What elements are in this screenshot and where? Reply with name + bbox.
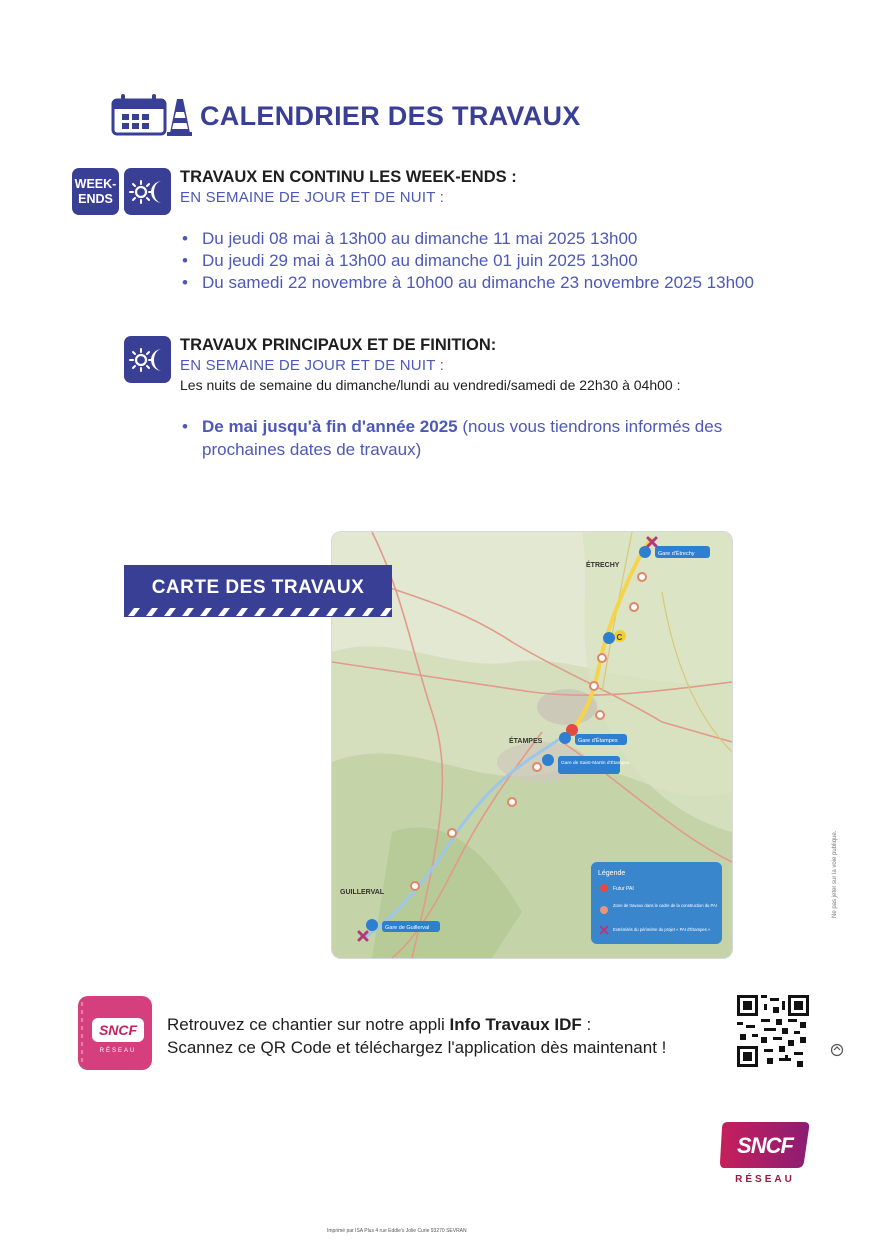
app-promo-line1 bbox=[167, 1013, 666, 1036]
legend-item-pai: Futur PAI bbox=[613, 886, 634, 892]
sncf-app-icon[interactable] bbox=[78, 996, 152, 1070]
map-banner: CARTE DES TRAVAUX bbox=[124, 565, 392, 613]
station-label-etrechy: Gare d'Étrechy bbox=[658, 551, 695, 557]
section2-subtitle: EN SEMAINE DE JOUR ET DE NUIT : bbox=[180, 357, 445, 374]
app-promo-end: : bbox=[581, 1015, 592, 1034]
place-guillerval: GUILLERVAL bbox=[340, 889, 385, 896]
weekends-badge-line2: ENDS bbox=[78, 192, 113, 206]
legend-item-extremities: Extrémités du périmètre du projet « PAI d'Étampes » bbox=[613, 927, 711, 932]
printer-footer: Imprimé par ISA Plus 4 rue Eddie's Jolie Curie 93270 SEVRAN bbox=[327, 1228, 467, 1234]
day-night-icon bbox=[124, 336, 171, 383]
side-note: Ne pas jeter sur la voie publique. bbox=[832, 830, 838, 918]
section1-date-list bbox=[180, 228, 754, 294]
place-etrechy: ÉTRECHY bbox=[586, 562, 620, 569]
date-item: • Du jeudi 08 mai à 13h00 au dimanche 11 mai 2025 13h00 bbox=[180, 228, 754, 250]
section2-list bbox=[180, 415, 780, 461]
app-promo-line2: Scannez ce QR Code et téléchargez l'application dès maintenant ! bbox=[167, 1038, 667, 1057]
date-item: • Du samedi 22 novembre à 10h00 au dimanche 23 novembre 2025 13h00 bbox=[180, 272, 754, 294]
weekends-badge bbox=[72, 168, 119, 215]
station-label-saint-martin: Gare de Saint-Martin d'Étampes bbox=[561, 761, 630, 766]
section1-subtitle: EN SEMAINE DE JOUR ET DE NUIT : bbox=[180, 189, 445, 206]
app-name: Info Travaux IDF bbox=[449, 1015, 582, 1034]
date-item: • Du jeudi 29 mai à 13h00 au dimanche 01 juin 2025 13h00 bbox=[180, 250, 754, 272]
sncf-logo-text: SNCF bbox=[737, 1133, 793, 1158]
app-promo-start: Retrouvez ce chantier sur notre appli bbox=[167, 1015, 450, 1034]
app-promo-text bbox=[167, 1013, 666, 1059]
app-icon-sub-text: RÉSEAU bbox=[99, 1048, 137, 1054]
sncf-reseau-logo bbox=[720, 1122, 810, 1192]
section2-text: Les nuits de semaine du dimanche/lundi au vendredi/samedi de 22h30 à 04h00 : bbox=[180, 377, 681, 393]
station-label-etampes: Gare d'Étampes bbox=[578, 738, 618, 744]
recycle-icon bbox=[830, 1043, 844, 1057]
period-item bbox=[180, 415, 780, 461]
qr-code[interactable] bbox=[737, 995, 809, 1067]
page-title: CALENDRIER DES TRAVAUX bbox=[200, 101, 581, 131]
app-icon-logo-text: SNCF bbox=[98, 1022, 138, 1038]
station-label-guillerval: Gare de Guillerval bbox=[385, 925, 430, 931]
map-graphic bbox=[332, 532, 732, 958]
reseau-text: RÉSEAU bbox=[735, 1174, 795, 1185]
period-bold: De mai jusqu'à fin d'année 2025 bbox=[202, 417, 458, 436]
period-rest: (nous vous tiendrons informés des prochaines dates de travaux) bbox=[202, 417, 723, 459]
marker-c-label: C bbox=[616, 633, 623, 642]
day-night-icon bbox=[124, 168, 171, 215]
calendar-cone-icon bbox=[110, 91, 192, 137]
map-banner-stripes bbox=[124, 604, 392, 615]
legend-item-zone: Zone de travaux dans le cadre de la construction du PAI bbox=[613, 903, 717, 908]
place-etampes: ÉTAMPES bbox=[509, 738, 543, 745]
map-legend bbox=[591, 862, 722, 944]
section1-title: TRAVAUX EN CONTINU LES WEEK-ENDS : bbox=[180, 168, 517, 186]
legend-title: Légende bbox=[598, 870, 626, 877]
weekends-badge-line1: WEEK- bbox=[74, 177, 117, 191]
section2-title: TRAVAUX PRINCIPAUX ET DE FINITION: bbox=[180, 336, 497, 354]
